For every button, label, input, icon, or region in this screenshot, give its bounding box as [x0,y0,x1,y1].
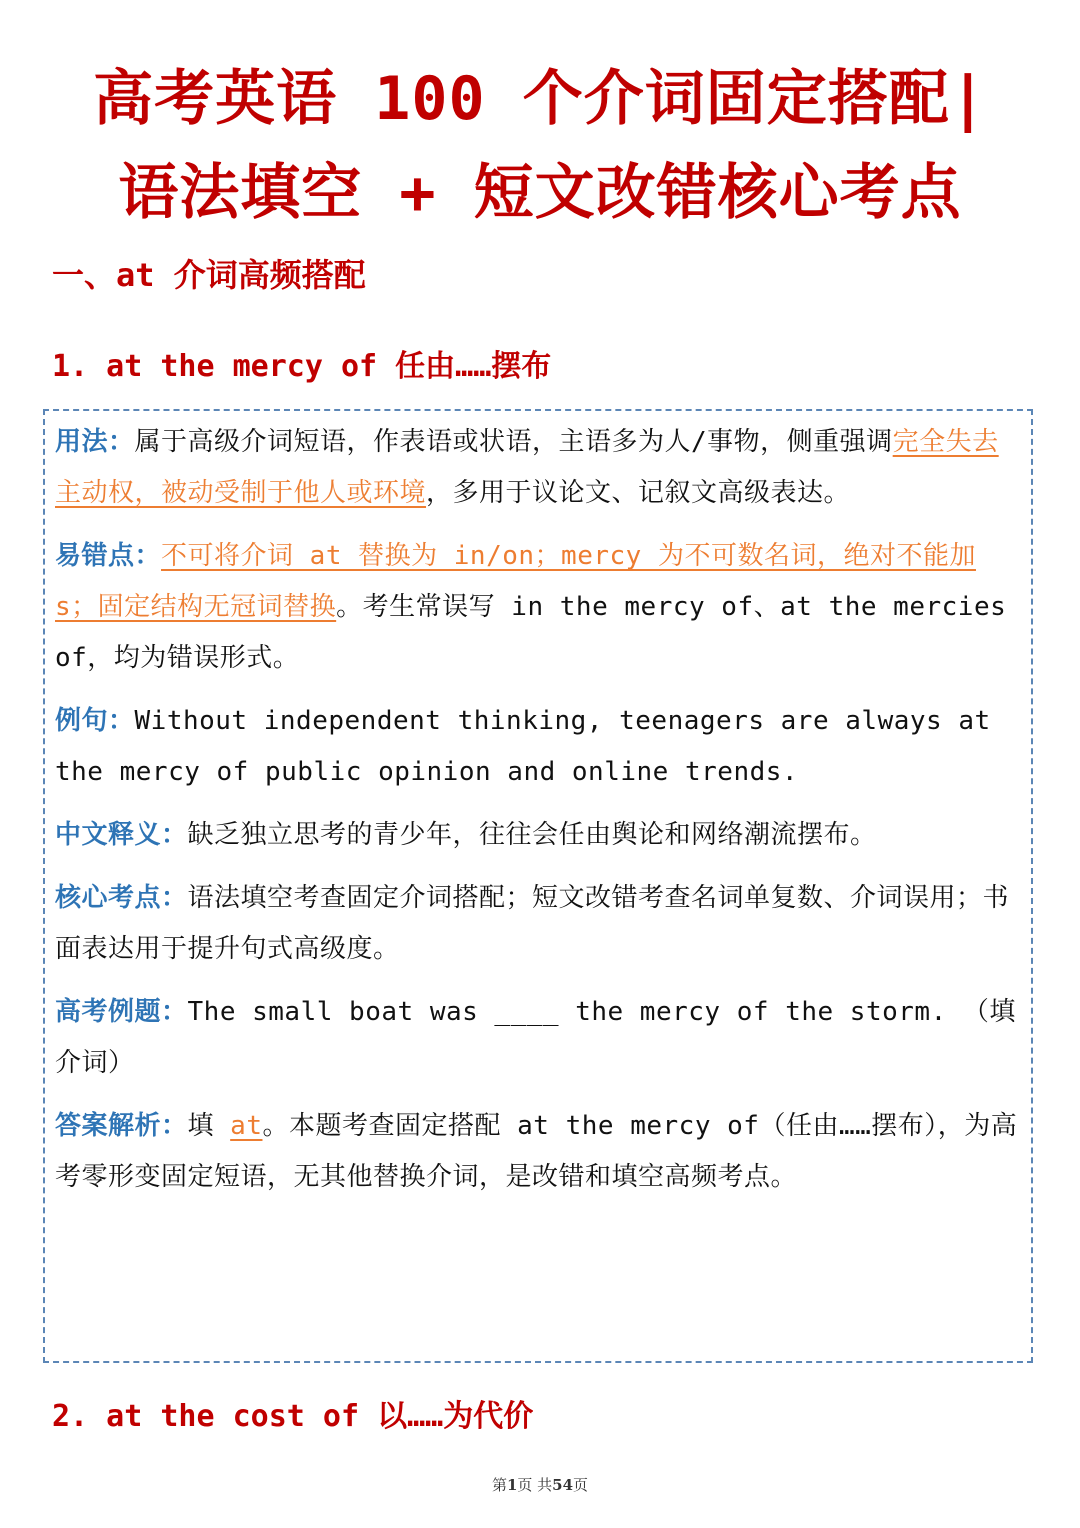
footer-prefix: 第 [491,1476,507,1494]
translation-text: 缺乏独立思考的青少年，往往会任由舆论和网络潮流摆布。 [187,820,877,850]
section-heading: 一、at 介词高频搭配 [52,256,366,294]
info-box [43,409,1033,1363]
footer-middle: 页 共 [517,1476,553,1494]
usage-paragraph [55,417,1021,519]
pitfall-paragraph [55,531,1021,684]
pitfall-highlight: 不可将介词 at 替换为 in/on；mercy 为不可数名词，绝对不能加 s；固定结构无冠词替换 [55,541,976,622]
answer-label: 答案解析： [55,1111,188,1141]
page-footer [0,1474,1080,1495]
exam-text: The small boat was ____ the mercy of the storm. （填介词） [55,997,1016,1078]
pitfall-label: 易错点： [55,541,162,571]
answer-text: 填 [187,1111,231,1141]
key-point-label: 核心考点： [55,883,188,913]
key-point-paragraph [55,873,1021,975]
usage-label: 用法： [55,427,135,457]
pitfall-text: 。考生常误写 in the mercy of、at the mercies of，均为错误形式。 [55,592,1007,673]
page-title-line-2: 语法填空 + 短文改错核心考点 [118,158,962,228]
exam-paragraph [55,987,1021,1089]
usage-highlight: 完全失去主动权，被动受制于他人或环境 [55,427,999,508]
footer-suffix: 页 [573,1476,589,1494]
example-text: Without independent thinking, teenagers are always at the mercy of public opinion and online trends. [55,706,991,787]
translation-label: 中文释义： [55,820,188,850]
example-label: 例句： [55,706,135,736]
footer-page-number: 1 [506,1476,518,1494]
item-heading-1: 1. at the mercy of 任由……摆布 [52,349,552,384]
page-title [40,52,1040,240]
usage-text-end: ，多用于议论文、记叙文高级表达。 [426,478,851,508]
item-heading-2: 2. at the cost of 以……为代价 [52,1399,534,1434]
answer-text-end: 。本题考查固定搭配 at the mercy of（任由……摆布），为高考零形变固定短语，无其他替换介词，是改错和填空高频考点。 [55,1111,1018,1192]
footer-total-pages: 54 [552,1476,574,1494]
key-point-text: 语法填空考查固定介词搭配；短文改错考查名词单复数、介词误用；书面表达用于提升句式高级度。 [55,883,1010,964]
usage-text: 属于高级介词短语，作表语或状语，主语多为人/事物，侧重强调 [134,427,893,457]
answer-paragraph [55,1101,1021,1203]
example-paragraph [55,696,1021,798]
exam-label: 高考例题： [55,997,188,1027]
page-title-line-1: 高考英语 100 个介词固定搭配| [93,64,987,134]
translation-paragraph [55,810,1021,861]
answer-highlight: at [230,1111,263,1141]
